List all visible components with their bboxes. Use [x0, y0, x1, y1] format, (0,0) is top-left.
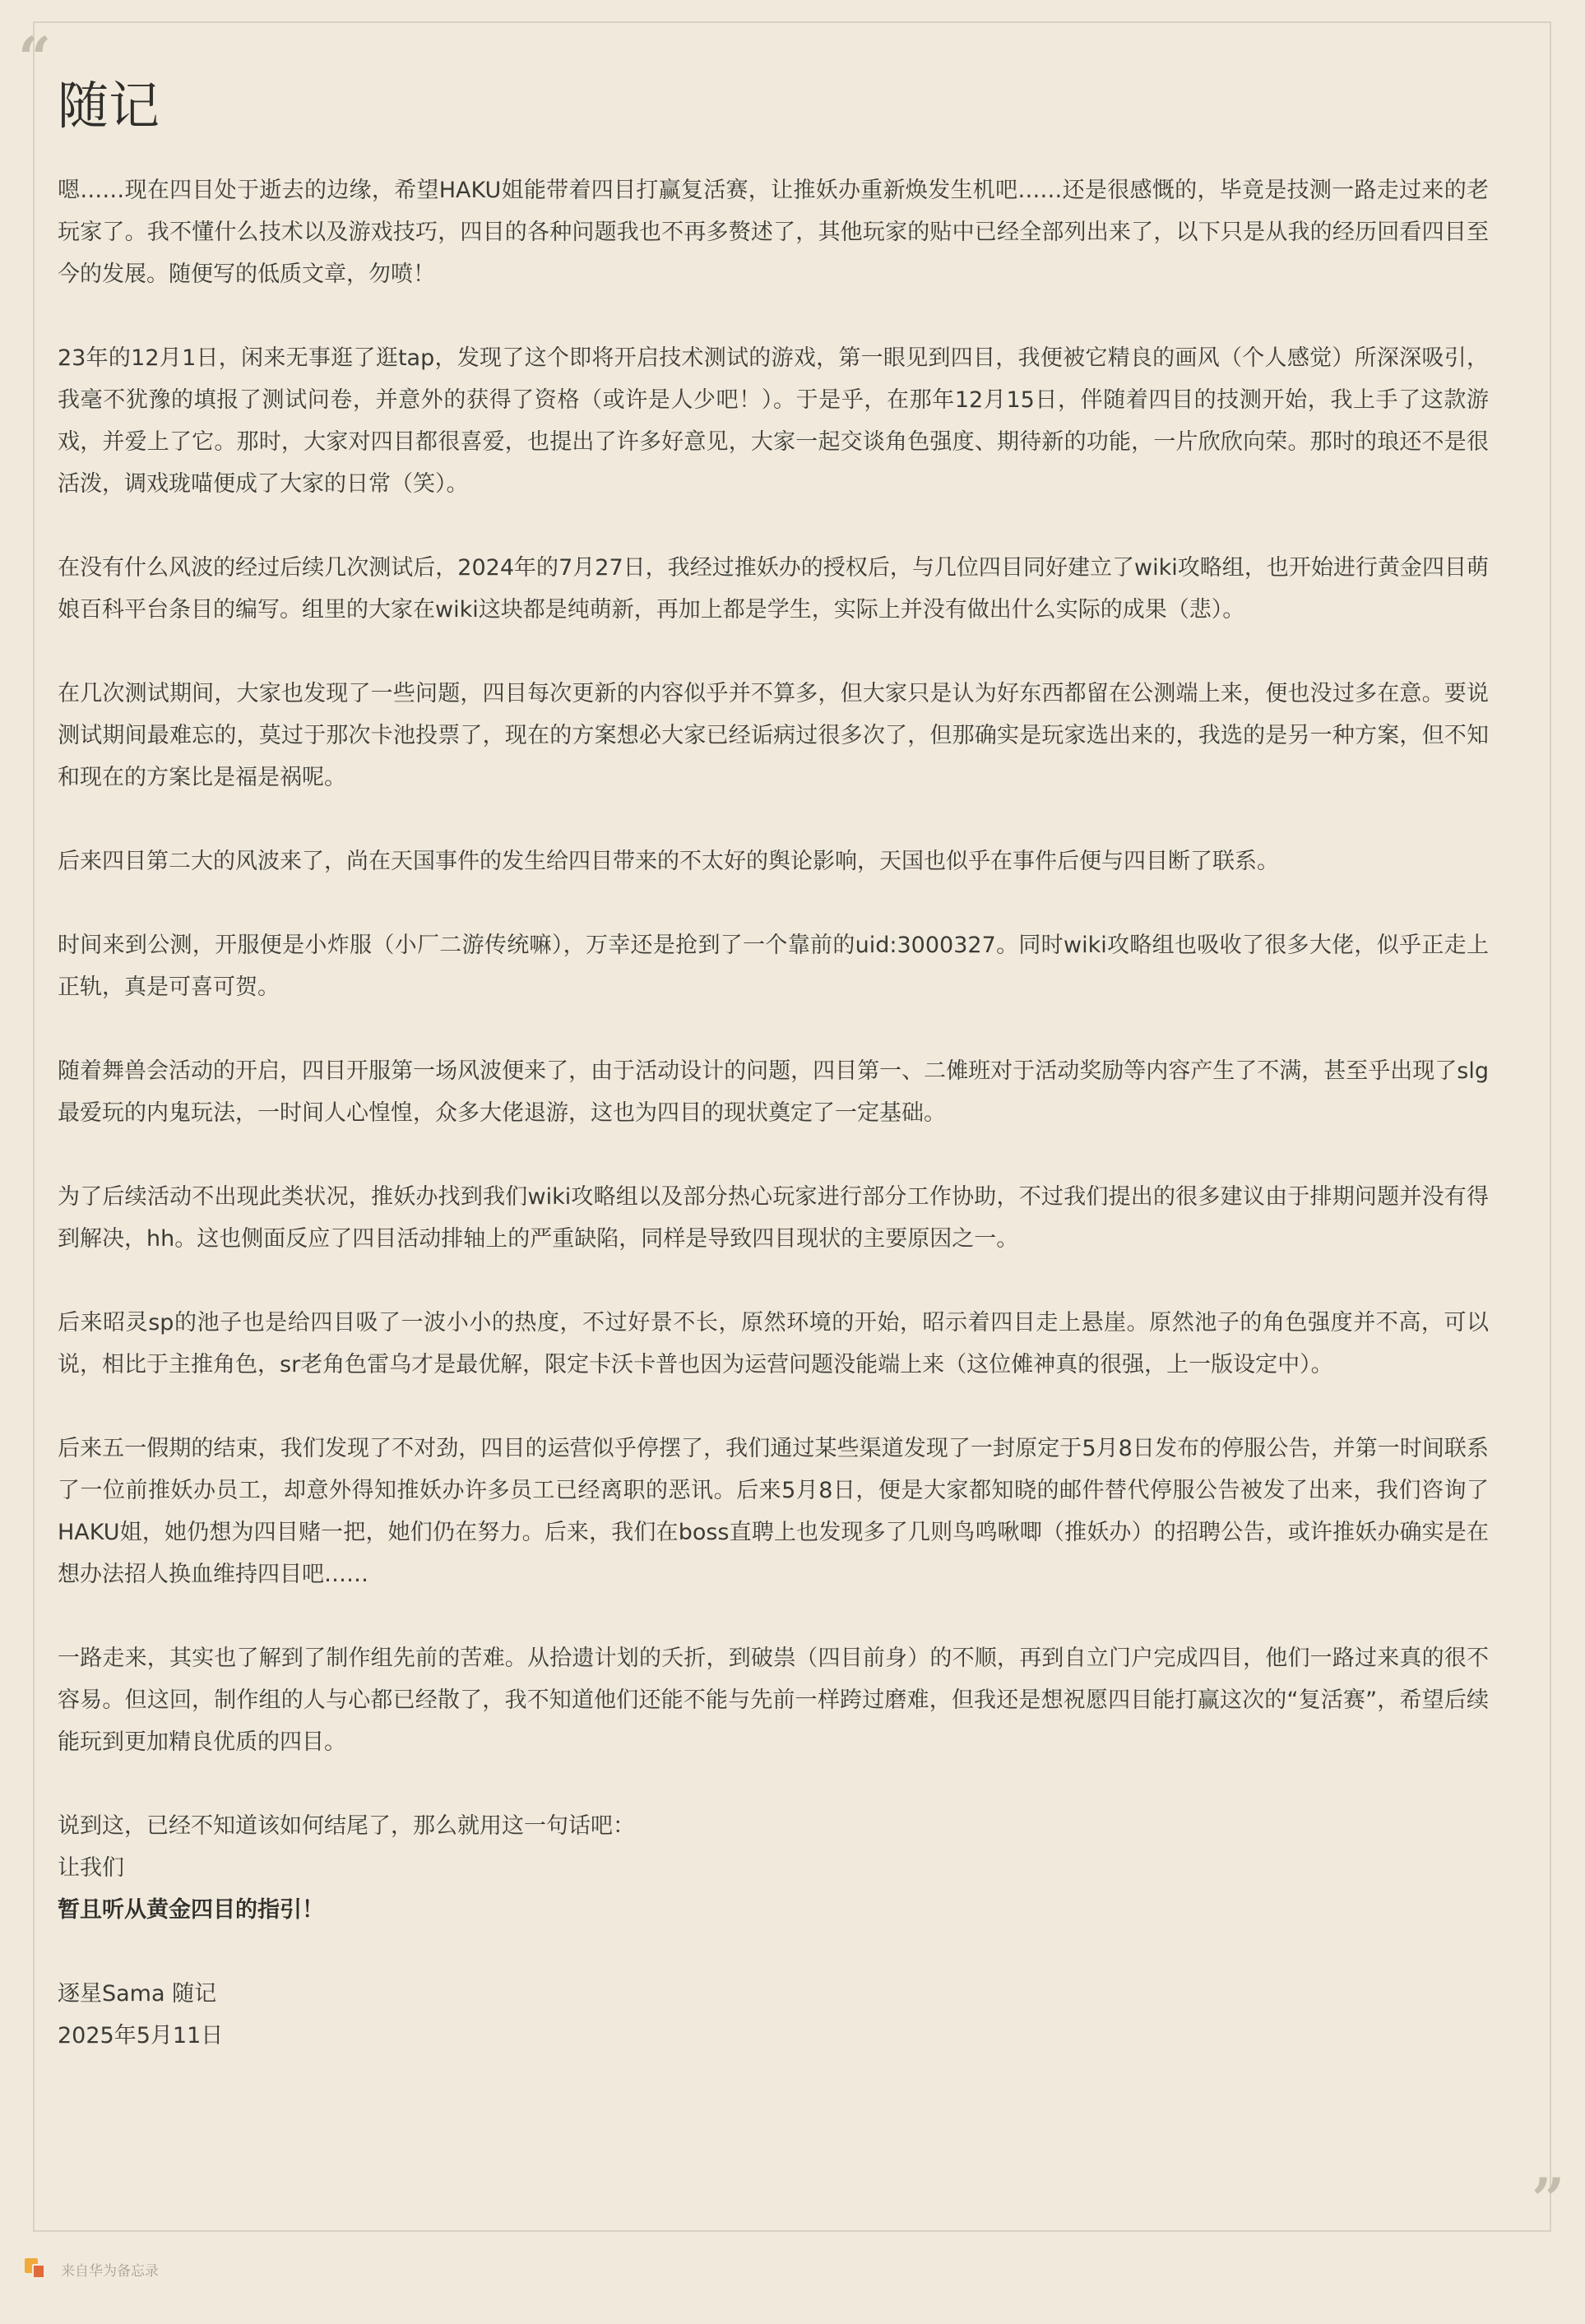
closing-bold-line: 暂且听从黄金四目的指引！ — [58, 1897, 324, 1923]
paragraph: 嗯……现在四目处于逝去的边缘，希望HAKU姐能带着四目打赢复活赛，让推妖办重新焕发生机吧……还是很感慨的，毕竟是技测一路走过来的老玩家了。我不懂什么技术以及游戏技巧，四目的各种问题我也不再多赘述了，其他玩家的贴中已经全部列出来了，以下只是从我的经历回看四目至今的发展。随便写的低质文章，勿喷！ — [58, 178, 1489, 287]
paragraph: 随着舞兽会活动的开启，四目开服第一场风波便来了，由于活动设计的问题，四目第一、二傩班对于活动奖励等内容产生了不满，甚至乎出现了slg最爱玩的内鬼玩法，一时间人心惶惶，众多大佬退游，这也为四目的现状奠定了一定基础。 — [58, 1058, 1489, 1126]
closing-line: 说到这，已经不知道该如何结尾了，那么就用这一句话吧： — [58, 1813, 635, 1839]
paragraph: 后来四目第二大的风波来了，尚在天国事件的发生给四目带来的不太好的舆论影响，天国也似乎在事件后便与四目断了联系。 — [58, 849, 1279, 874]
paragraph: 后来昭灵sp的池子也是给四目吸了一波小小的热度，不过好景不长，原然环境的开始，昭示着四目走上悬崖。原然池子的角色强度并不高，可以说，相比于主推角色，sr老角色雷乌才是最优解，限定卡沃卡普也因为运营问题没能端上来（这位傩神真的很强，上一版设定中）。 — [58, 1310, 1489, 1377]
paragraph: 时间来到公测，开服便是小炸服（小厂二游传统嘛），万幸还是抢到了一个靠前的uid:3000327。同时wiki攻略组也吸收了很多大佬，似乎正走上正轨，真是可喜可贺。 — [58, 933, 1489, 1000]
source-label: 来自华为备忘录 — [61, 2262, 159, 2280]
huawei-notes-icon — [25, 2258, 46, 2280]
note-date: 2025年5月11日 — [58, 2023, 224, 2049]
closing-line: 让我们 — [58, 1855, 124, 1881]
paragraph: 23年的12月1日，闲来无事逛了逛tap，发现了这个即将开启技术测试的游戏，第一眼见到四目，我便被它精良的画风（个人感觉）所深深吸引，我毫不犹豫的填报了测试问卷，并意外的获得了资格（或许是人少吧！）。于是乎，在那年12月15日，伴随着四目的技测开始，我上手了这款游戏，并爱上了它。那时，大家对四目都很喜爱，也提出了许多好意见，大家一起交谈角色强度、期待新的功能，一片欣欣向荣。那时的琅还不是很活泼，调戏珑喵便成了大家的日常（笑）。 — [58, 345, 1489, 497]
paragraph: 后来五一假期的结束，我们发现了不对劲，四目的运营似乎停摆了，我们通过某些渠道发现了一封原定于5月8日发布的停服公告，并第一时间联系了一位前推妖办员工，却意外得知推妖办许多员工已经离职的恶讯。后来5月8日，便是大家都知晓的邮件替代停服公告被发了出来，我们咨询了HAKU姐，她仍想为四目赌一把，她们仍在努力。后来，我们在boss直聘上也发现多了几则鸟鸣啾唧（推妖办）的招聘公告，或许推妖办确实是在想办法招人换血维持四目吧…… — [58, 1436, 1489, 1587]
paragraph: 在没有什么风波的经过后续几次测试后，2024年的7月27日，我经过推妖办的授权后，与几位四目同好建立了wiki攻略组，也开始进行黄金四目萌娘百科平台条目的编写。组里的大家在wiki这块都是纯萌新，再加上都是学生，实际上并没有做出什么实际的成果（悲）。 — [58, 555, 1489, 623]
signature: 逐星Sama 随记 — [58, 1981, 217, 2007]
note-title: 随记 — [58, 76, 160, 136]
spacer — [58, 1931, 1489, 1973]
paragraph: 为了后续活动不出现此类状况，推妖办找到我们wiki攻略组以及部分热心玩家进行部分工作协助，不过我们提出的很多建议由于排期问题并没有得到解决，hh。这也侧面反应了四目活动排轴上的严重缺陷，同样是导致四目现状的主要原因之一。 — [58, 1184, 1489, 1252]
open-quote-icon: “ — [18, 24, 52, 92]
source-footer — [25, 2255, 159, 2283]
close-quote-icon: ” — [1532, 2165, 1565, 2234]
paragraph: 一路走来，其实也了解到了制作组先前的苦难。从拾遗计划的夭折，到破祟（四目前身）的不顺，再到自立门户完成四目，他们一路过来真的很不容易。但这回，制作组的人与心都已经散了，我不知道他们还能不能与先前一样跨过磨难，但我还是想祝愿四目能打赢这次的“复活赛”，希望后续能玩到更加精良优质的四目。 — [58, 1646, 1489, 1755]
paragraph: 在几次测试期间，大家也发现了一些问题，四目每次更新的内容似乎并不算多，但大家只是认为好东西都留在公测端上来，便也没过多在意。要说测试期间最难忘的，莫过于那次卡池投票了，现在的方案想必大家已经诟病过很多次了，但那确实是玩家选出来的，我选的是另一种方案，但不知和现在的方案比是福是祸呢。 — [58, 681, 1489, 790]
note-content — [58, 67, 1489, 2057]
